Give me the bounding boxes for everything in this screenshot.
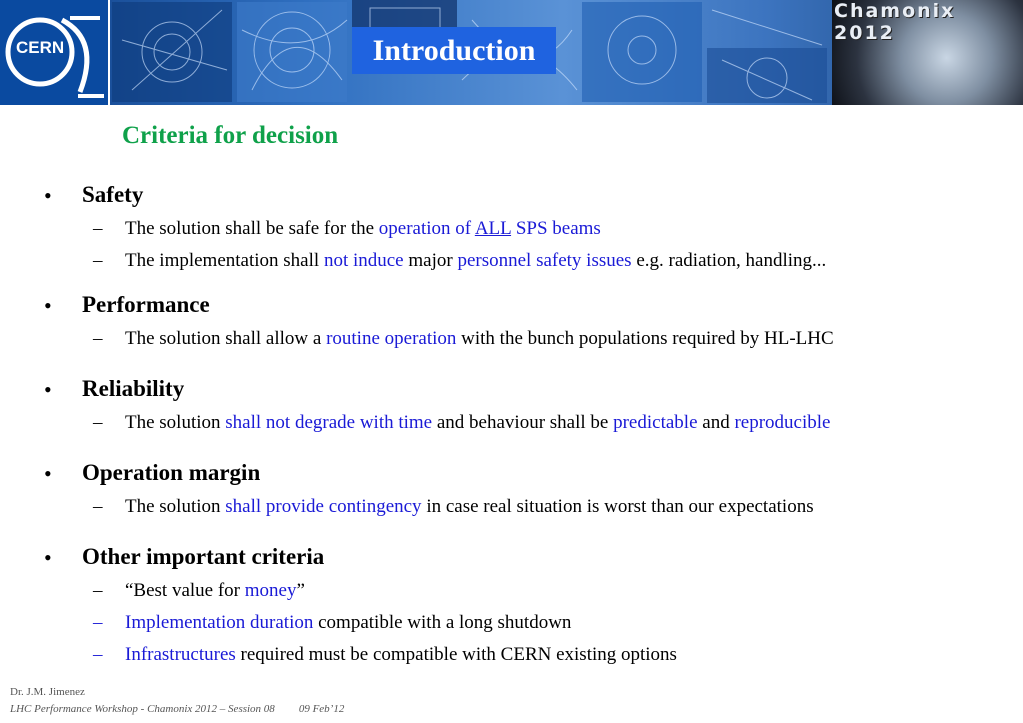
bullet-icon: • (44, 377, 52, 402)
dash-icon: – (93, 250, 103, 271)
safety-item-1: The solution shall be safe for the operation of ALL SPS beams (125, 218, 601, 239)
performance-item-1: The solution shall allow a routine operation with the bunch populations required by HL-LHC (125, 328, 834, 349)
footer-author: Dr. J.M. Jimenez (10, 686, 85, 698)
dash-icon: – (93, 580, 103, 601)
dash-icon: – (93, 612, 103, 633)
safety-item-2: The implementation shall not induce major personnel safety issues e.g. radiation, handling... (125, 250, 827, 271)
other-criteria-item-3: Infrastructures required must be compatible with CERN existing options (125, 644, 677, 665)
section-heading-performance: Performance (82, 292, 210, 317)
other-criteria-item-2: Implementation duration compatible with a long shutdown (125, 612, 572, 633)
slide-title: Introduction (352, 27, 556, 74)
dash-icon: – (93, 218, 103, 239)
dash-icon: – (93, 328, 103, 349)
footer-event: LHC Performance Workshop - Chamonix 2012 – Session 08 (10, 703, 275, 715)
footer-date: 09 Feb’12 (298, 703, 345, 715)
section-heading-operation-margin: Operation margin (82, 460, 261, 485)
cern-logo-text: CERN (16, 38, 65, 57)
operation-margin-item-1: The solution shall provide contingency in case real situation is worst than our expectations (125, 496, 814, 517)
dash-icon: – (93, 644, 103, 665)
cern-logo (0, 0, 110, 105)
bullet-icon: • (44, 545, 52, 570)
event-label: Chamonix 2012 (834, 0, 956, 44)
footer-event-line (10, 703, 344, 715)
bullet-icon: • (44, 183, 52, 208)
header-banner (0, 0, 1023, 105)
slide-subtitle: Criteria for decision (122, 122, 339, 149)
dash-icon: – (93, 496, 103, 517)
section-heading-reliability: Reliability (82, 376, 185, 401)
section-heading-other-criteria: Other important criteria (82, 544, 325, 569)
bullet-icon: • (44, 293, 52, 318)
bullet-icon: • (44, 461, 52, 486)
reliability-item-1: The solution shall not degrade with time and behaviour shall be predictable and reproducible (125, 412, 831, 433)
other-criteria-item-1: “Best value for money” (125, 580, 305, 601)
section-heading-safety: Safety (82, 182, 144, 207)
dash-icon: – (93, 412, 103, 433)
